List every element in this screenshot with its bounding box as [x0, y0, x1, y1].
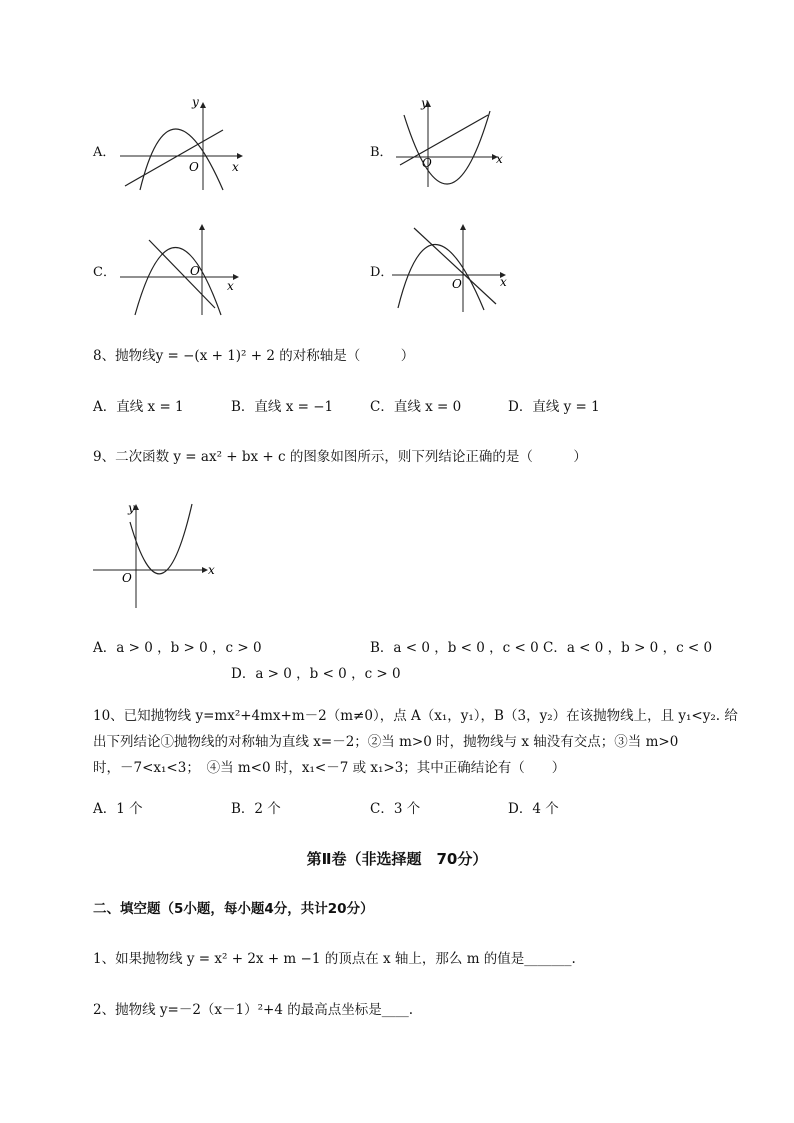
q8-choice-b: B．直线 x = −1	[231, 399, 334, 415]
q9-x-label: x	[208, 563, 215, 577]
graph-b-origin: O	[422, 156, 432, 170]
q8-choice-d: D．直线 y = 1	[508, 399, 600, 415]
q8-stem: 8、抛物线y = −(x + 1)² + 2 的对称轴是（ ）	[93, 348, 415, 364]
q10-line1: 10、已知抛物线 y=mx²+4mx+m－2（m≠0），点 A（x₁，y₁），B（3，y₂）在该抛物线上，且 y₁<y₂. 给	[93, 708, 738, 724]
q10-choice-d: D．4 个	[508, 801, 559, 817]
q9-choice-d: D．a > 0 ，b < 0 ，c > 0	[231, 666, 401, 682]
q10-choice-b: B．2 个	[231, 801, 281, 817]
graph-c-origin: O	[190, 264, 200, 278]
q8-choice-a: A．直线 x = 1	[93, 399, 184, 415]
q9-stem: 9、二次函数 y = ax² + bx + c 的图象如图所示，则下列结论正确的是（ ）	[93, 449, 587, 465]
graph-d-origin: O	[452, 277, 462, 291]
part2-title: 第Ⅱ卷（非选择题 70分）	[306, 850, 488, 868]
fill-q1: 1、如果抛物线 y = x² + 2x + m −1 的顶点在 x 轴上，那么 m 的值是_______.	[93, 951, 576, 967]
q9-choice-bc: B．a < 0 ，b < 0 ，c < 0 C．a < 0 ，b > 0 ，c < 0	[370, 640, 713, 656]
q10-line3: 时，－7<x₁<3； ④当 m<0 时，x₁<－7 或 x₁>3；其中正确结论有（ ）	[93, 760, 566, 776]
option-a-label: A．	[93, 145, 116, 160]
graph-a-y-label: y	[192, 98, 199, 109]
graph-a-x-label: x	[232, 160, 239, 174]
q9-choice-a: A．a > 0 ，b > 0 ，c > 0	[93, 640, 262, 656]
q9-origin: O	[122, 571, 132, 585]
q10-choice-a: A．1 个	[93, 801, 143, 817]
option-d-label: D．	[370, 265, 394, 280]
graph-b-x-label: x	[496, 152, 503, 166]
q9-y-label: y	[128, 501, 135, 515]
graph-a	[115, 98, 250, 193]
graph-d-x-label: x	[500, 275, 507, 289]
option-b-label: B．	[370, 145, 393, 160]
graph-b	[392, 95, 512, 200]
option-c-label: C．	[93, 265, 116, 280]
graph-c	[115, 220, 245, 318]
q9-graph	[90, 498, 225, 613]
graph-c-x-label: x	[227, 279, 234, 293]
graph-d	[392, 220, 517, 315]
section-fill-in: 二、填空题（5小题，每小题4分，共计20分）	[93, 901, 374, 917]
graph-b-y-label: y	[421, 96, 428, 110]
q8-choice-c: C．直线 x = 0	[370, 399, 462, 415]
q10-choice-c: C．3 个	[370, 801, 421, 817]
fill-q2: 2、抛物线 y=－2（x－1）²+4 的最高点坐标是____.	[93, 1002, 414, 1018]
graph-a-origin: O	[189, 160, 199, 174]
q10-line2: 出下列结论①抛物线的对称轴为直线 x=－2；②当 m>0 时，抛物线与 x 轴没有交点；③当 m>0	[93, 734, 679, 750]
